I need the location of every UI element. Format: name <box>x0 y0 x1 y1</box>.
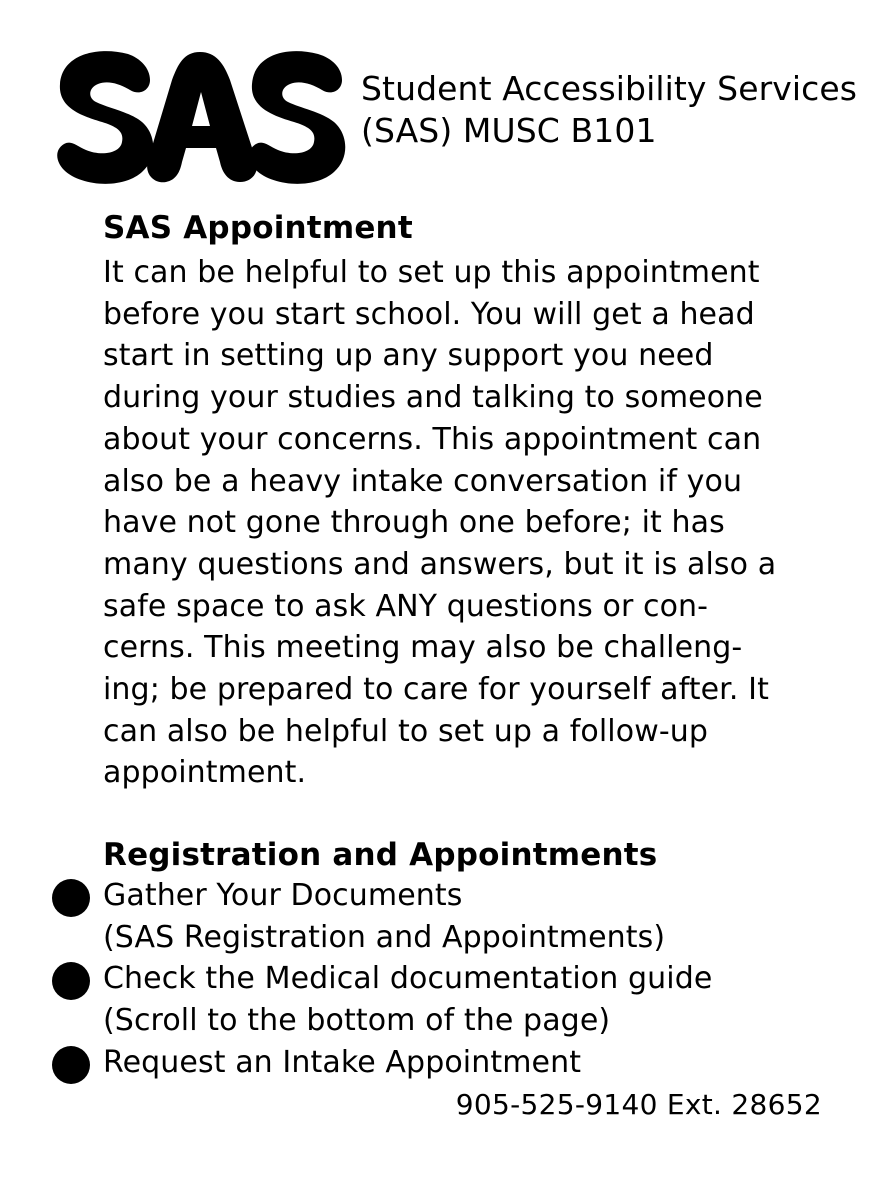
step-request-intake <box>52 1042 832 1084</box>
paragraph-line: safe space to ask ANY questions or con- <box>103 588 709 624</box>
step-note: (Scroll to the bottom of the page) <box>103 1003 611 1039</box>
sas-logo <box>50 44 350 192</box>
step-gather-documents <box>52 875 832 958</box>
bullet-icon <box>52 962 90 1000</box>
paragraph-line: have not gone through one before; it has <box>103 505 725 541</box>
service-location: (SAS) MUSC B101 <box>361 111 657 150</box>
paragraph-line: during your studies and talking to someone <box>103 380 763 416</box>
registration-heading: Registration and Appointments <box>103 837 658 873</box>
bullet-icon <box>52 1046 90 1084</box>
registration-steps <box>52 875 832 1084</box>
step-label: Gather Your Documents <box>103 878 463 913</box>
step-note: (SAS Registration and Appointments) <box>103 919 666 955</box>
step-check-medical-guide <box>52 958 832 1041</box>
paragraph-line: before you start school. You will get a head <box>103 296 755 332</box>
paragraph-line: can also be helpful to set up a follow-up <box>103 713 709 749</box>
header-text <box>361 68 857 152</box>
service-name: Student Accessibility Services <box>361 69 858 108</box>
paragraph-line: cerns. This meeting may also be challeng- <box>103 630 743 666</box>
paragraph-line: also be a heavy intake conversation if you <box>103 463 743 499</box>
phone-number: 905-525-9140 Ext. 28652 <box>455 1088 822 1121</box>
paragraph-line: appointment. <box>103 755 307 791</box>
bullet-icon <box>52 879 90 917</box>
paragraph-line: ing; be prepared to care for yourself after. It <box>103 672 769 708</box>
appointment-heading: SAS Appointment <box>103 210 413 246</box>
step-label: Check the Medical documentation guide <box>103 961 713 997</box>
paragraph-line: It can be helpful to set up this appointment <box>103 255 760 290</box>
paragraph-line: about your concerns. This appointment can <box>103 421 762 457</box>
paragraph-line: many questions and answers, but it is also a <box>103 546 777 582</box>
paragraph-line: start in setting up any support you need <box>103 338 714 374</box>
step-label: Request an Intake Appointment <box>103 1044 582 1080</box>
appointment-paragraph <box>103 252 803 794</box>
